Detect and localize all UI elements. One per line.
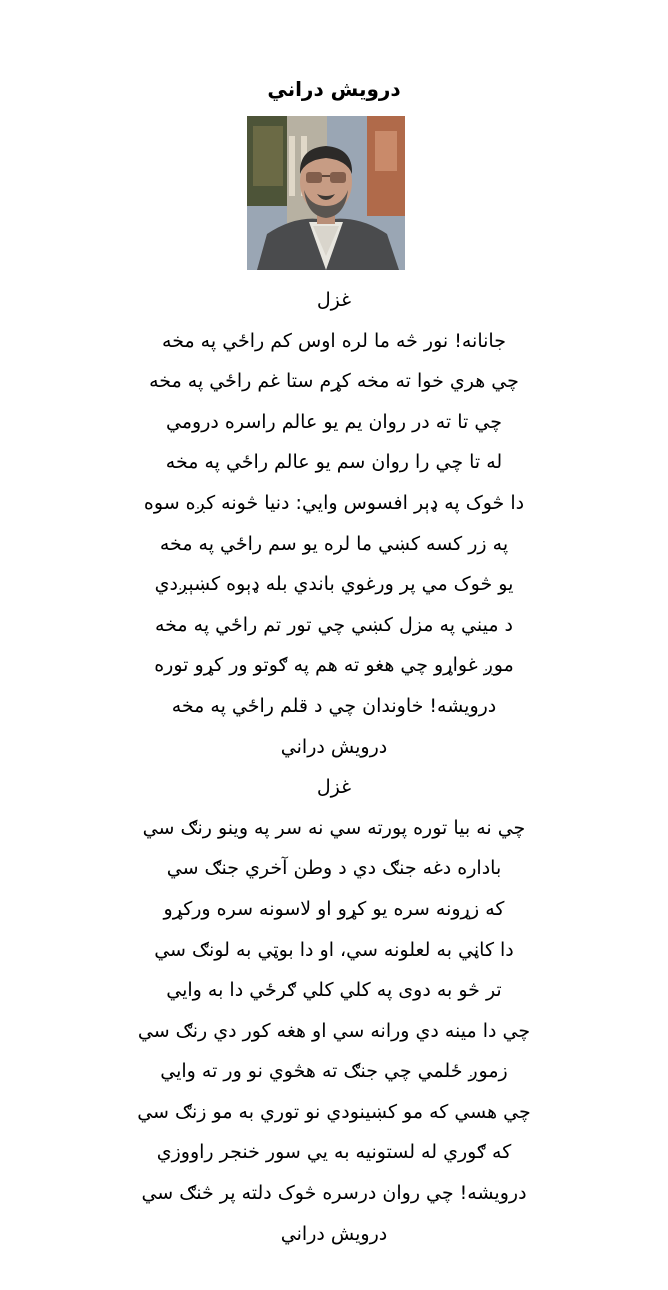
- poem-line: چي دا مينه دي ورانه سي او هغه کور دي رنګ سي: [137, 1019, 531, 1042]
- poem-lines: [0, 280, 668, 1254]
- poem-line: په زر کسه کښي ما لره يو سم راځي په مخه: [159, 532, 509, 555]
- author-photo: [247, 116, 405, 270]
- poem-line: چي تا ته در روان يم يو عالم راسره درومي: [166, 410, 502, 433]
- poem-line: چي هسي که مو کښينودي نو توري به مو زنګ سي: [137, 1100, 531, 1123]
- poem-heading: غزل: [316, 776, 352, 799]
- poem-line: دا څوک په ډېر افسوس وايي: دنيا څونه کږه سوه: [143, 491, 525, 514]
- page-title: درويش دراني: [267, 77, 401, 101]
- poem-signature: درويش دراني: [280, 735, 388, 758]
- poem-line: که زړونه سره يو کړو او لاسونه سره ورکړو: [163, 897, 505, 920]
- poem-line: که ګوري له لستونيه به يي سور خنجر راووزي: [156, 1141, 512, 1164]
- poem-heading: غزل: [316, 289, 352, 311]
- poem-line: زموږ ځلمي چي جنګ ته هڅوي نو ور ته وايي: [160, 1060, 508, 1083]
- poem-line: تر څو به دوی په کلي کلي ګرځي دا به وايي: [166, 979, 502, 1002]
- poem-line: درويشه! خاوندان چي د قلم راځي په مخه: [171, 694, 497, 717]
- poem-line: دا کاڼي به لعلونه سي، او دا بوټي به لونګ سي: [154, 938, 514, 961]
- poem-line: چي نه بيا توره پورته سي نه سر په وينو رنګ سي: [142, 816, 526, 839]
- poem-signature: درويش دراني: [280, 1222, 388, 1245]
- poem-line: چي هري خوا ته مخه کړم ستا غم راځي په مخه: [149, 370, 519, 393]
- poem-line: له تا چي را روان سم يو عالم راځي په مخه: [165, 451, 503, 474]
- poem-line: د ميني په مزل کښي چي تور تم راځي په مخه: [154, 613, 514, 636]
- poem-line: جانانه! نور څه ما لره اوس کم راځي په مخه: [162, 329, 506, 352]
- poem-line: موږ غواړو چي هغو ته هم په ګوتو ور کړو توره: [154, 654, 514, 677]
- poem-line: درويشه! چي روان درسره څوک دلته پر څنګ سي: [141, 1182, 527, 1205]
- poem-line: يو څوک مي پر ورغوي باندي بله ډېوه کښېږدي: [154, 573, 514, 596]
- poem-line: باداره دغه جنګ دي د وطن آخري جنګ سي: [166, 857, 502, 880]
